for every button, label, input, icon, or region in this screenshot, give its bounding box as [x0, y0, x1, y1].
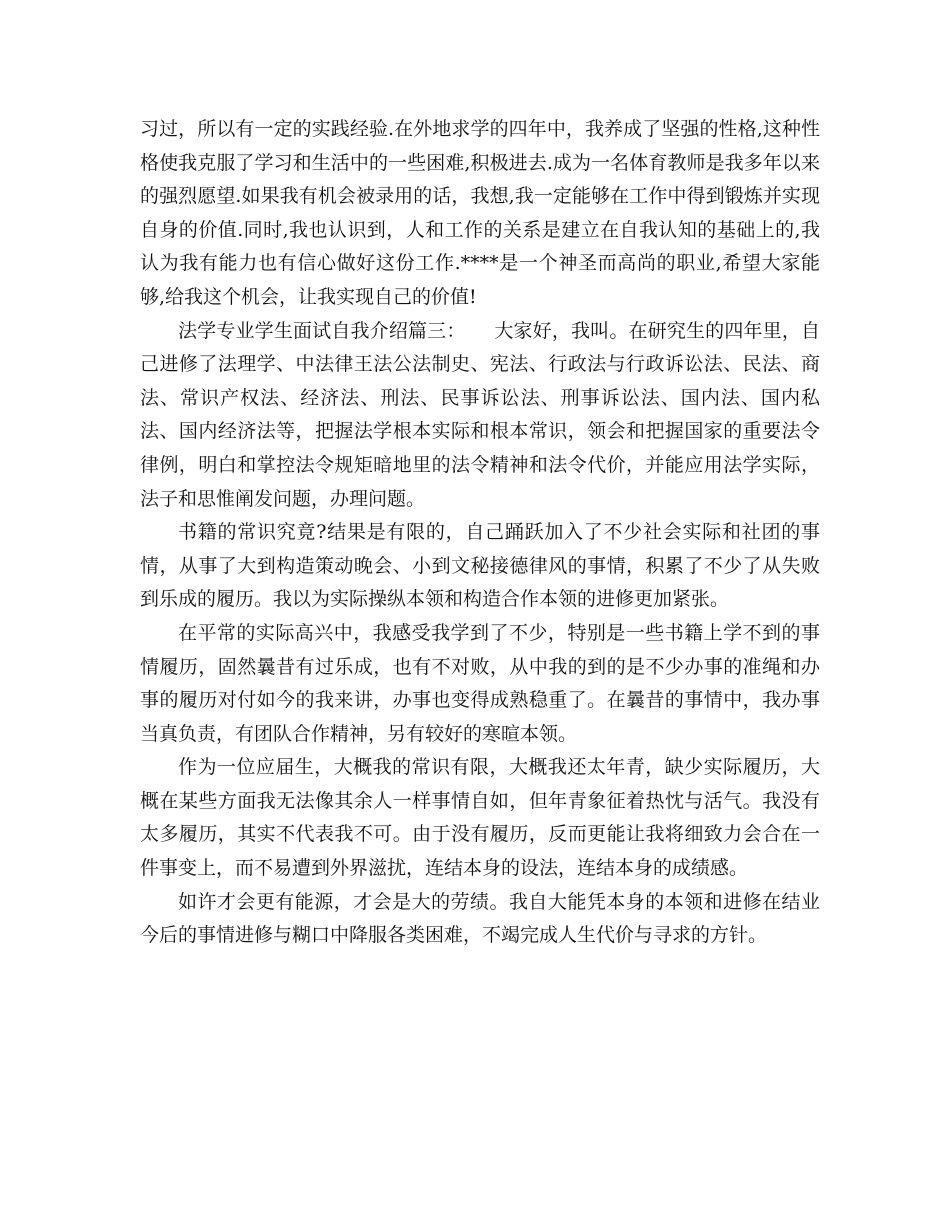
- paragraph-work-experience: 在平常的实际高兴中，我感受我学到了不少，特别是一些书籍上学不到的事情履历，固然曩昔有过乐成，也有不对败，从中我的到的是不少办事的准绳和办事的履历对付如今的我来讲，办事也变得成熟稳重了。在曩昔的事情中，我办事当真负责，有团队合作精神，另有较好的寒暄本领。: [140, 621, 820, 745]
- paragraph-social-practice: 书籍的常识究竟?结果是有限的，自己踊跃加入了不少社会实际和社团的事情，从事了大到构造策动晚会、小到文秘接德律风的事情，积累了不少了从失败到乐成的履历。我以为实际操纵本领和构造合作本领的进修更加紧张。: [140, 521, 820, 611]
- paragraph-fresh-graduate: 作为一位应届生，大概我的常识有限，大概我还太年青，缺少实际履历，大概在某些方面我无法像其余人一样事情自如，但年青象征着热忱与活气。我没有太多履历，其实不代表我不可。由于没有履历，反而更能让我将细致力会合在一件事变上，而不易遭到外界滋扰，连结本身的设法，连结本身的成绩感。: [140, 756, 820, 880]
- paragraph-continued: 习过，所以有一定的实践经验.在外地求学的四年中，我养成了坚强的性格,这种性格使我克服了学习和生活中的一些困难,积极进去.成为一名体育教师是我多年以来的强烈愿望.如果我有机会被录用的话，我想,我一定能够在工作中得到锻炼并实现自身的价值.同时,我也认识到，人和工作的关系是建立在自我认知的基础上的,我认为我有能力也有信心做好这份工作.****是一个神圣而高尚的职业,希望大家能够,给我这个机会，让我实现自己的价值!: [140, 118, 820, 308]
- paragraph-intro-part-three: 法学专业学生面试自我介绍篇三： 大家好，我叫。在研究生的四年里，自己进修了法理学、中法律王法公法制史、宪法、行政法与行政诉讼法、民法、商法、常识产权法、经济法、刑法、民事诉讼法、刑事诉讼法、国内法、国内私法、国内经济法等，把握法学根本实际和根本常识，领会和把握国家的重要法令律例，明白和掌控法令规矩暗地里的法令精神和法令代价，并能应用法学实际，法子和思惟阐发问题，办理问题。: [140, 319, 820, 510]
- document-body: [140, 113, 820, 953]
- paragraph-conclusion: 如许才会更有能源，才会是大的劳绩。我自大能凭本身的本领和进修在结业今后的事情进修与糊口中降服各类困难，不竭完成人生代价与寻求的方针。: [140, 890, 820, 947]
